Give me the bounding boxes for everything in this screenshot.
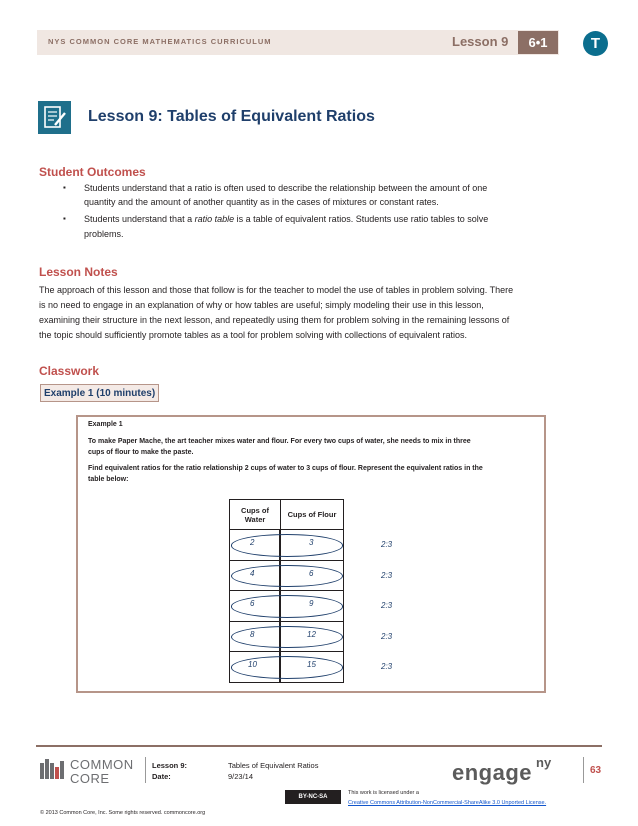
lesson-notes-heading: Lesson Notes bbox=[39, 265, 118, 279]
brand-line2: CORE bbox=[70, 771, 110, 786]
ratio-pair-oval bbox=[231, 534, 343, 557]
water-value: 10 bbox=[248, 660, 257, 669]
example-p2-line2: table below: bbox=[88, 476, 129, 483]
flour-value: 6 bbox=[309, 568, 314, 578]
lesson-notes-line: is no need to engage in an explanation of why or how tables are useful; simply modeling their use in this lesson, bbox=[39, 300, 484, 310]
flour-value: 12 bbox=[307, 629, 316, 639]
footer-lesson-value: Tables of Equivalent Ratios bbox=[228, 761, 319, 770]
outcome-2-line2: problems. bbox=[84, 229, 124, 239]
brand-line1: COMMON bbox=[70, 757, 134, 772]
license-link[interactable]: Creative Commons Attribution-NonCommercial-ShareAlike 3.0 Unported License. bbox=[348, 800, 547, 806]
footer-date-label: Date: bbox=[152, 772, 171, 781]
lesson-notes-line: examining their structure in the next lesson, and repeatedly using them for problem solving in the remaining lessons of bbox=[39, 315, 510, 325]
cc-license-badge: BY-NC-SA bbox=[285, 790, 341, 804]
teacher-badge: T bbox=[583, 31, 608, 56]
page-number: 63 bbox=[590, 765, 602, 776]
water-value: 6 bbox=[250, 599, 255, 608]
page-title: Lesson 9: Tables of Equivalent Ratios bbox=[88, 108, 375, 125]
table-header-water: Cups of Water bbox=[229, 499, 281, 530]
outcome-2-line1: Students understand that a ratio table is a table of equivalent ratios. Students use ratio tables to solve bbox=[84, 214, 489, 224]
ratio-pair-oval bbox=[231, 626, 343, 649]
outcome-1-line1: Students understand that a ratio is often used to describe the relationship between the amount of one bbox=[84, 183, 488, 193]
example-p1-line1: To make Paper Mache, the art teacher mixes water and flour. For every two cups of water, she needs to mix in three bbox=[88, 438, 471, 445]
water-value: 4 bbox=[250, 568, 255, 578]
footer-separator bbox=[583, 757, 584, 783]
lesson-notes-line: The approach of this lesson and those that follow is for the teacher to model the use of tables in problem solving. There bbox=[39, 285, 514, 295]
ratio-pair-oval bbox=[231, 595, 343, 618]
footer-date-value: 9/23/14 bbox=[228, 772, 254, 781]
engageny-logo: engage bbox=[452, 760, 533, 785]
flour-value: 3 bbox=[309, 538, 314, 547]
outcome-1-line2: quantity and the amount of another quantity as in the cases of mixtures or constant rates. bbox=[84, 197, 439, 207]
example-1-tab: Example 1 (10 minutes) bbox=[40, 384, 159, 402]
ratio-label: 2:3 bbox=[381, 631, 393, 641]
lesson-notes-line: the topic should sufficiently promote tables as a tool for problem solving with collections of equivalent ratios. bbox=[39, 330, 468, 340]
ratio-label: 2:3 bbox=[381, 540, 393, 549]
student-outcomes-heading: Student Outcomes bbox=[39, 165, 146, 179]
footer-divider bbox=[36, 745, 602, 747]
header-lesson: Lesson 9 bbox=[452, 34, 509, 49]
example-p1-line2: cups of flour to make the paste. bbox=[88, 449, 194, 456]
flour-value: 15 bbox=[307, 660, 316, 669]
example-p2-line1: Find equivalent ratios for the ratio relationship 2 cups of water to 3 cups of flour. Represent the equivalent ratios in the bbox=[88, 465, 483, 472]
bullet-marker: ▪ bbox=[63, 214, 66, 223]
engageny-logo-sup: ny bbox=[536, 755, 552, 770]
ratio-label: 2:3 bbox=[381, 570, 393, 580]
ratio-pair-oval bbox=[231, 565, 343, 588]
ratio-label: 2:3 bbox=[381, 662, 393, 671]
lesson-document-icon bbox=[38, 101, 71, 134]
common-core-logo-icon bbox=[40, 759, 66, 779]
copyright-text: © 2013 Common Core, Inc. Some rights reserved. commoncore.org bbox=[40, 810, 206, 816]
footer-separator bbox=[145, 757, 146, 783]
water-value: 8 bbox=[250, 629, 255, 639]
bullet-marker: ▪ bbox=[63, 183, 66, 192]
ratio-label: 2:3 bbox=[381, 601, 393, 610]
grade-module-badge: 6•1 bbox=[518, 31, 558, 54]
flour-value: 9 bbox=[309, 599, 314, 608]
curriculum-label: NYS COMMON CORE MATHEMATICS CURRICULUM bbox=[48, 37, 272, 46]
example-title: Example 1 bbox=[88, 421, 123, 428]
table-header-flour: Cups of Flour bbox=[280, 499, 344, 530]
classwork-heading: Classwork bbox=[39, 364, 100, 378]
water-value: 2 bbox=[250, 538, 255, 547]
footer-lesson-label: Lesson 9: bbox=[152, 761, 188, 770]
license-text: This work is licensed under a bbox=[348, 790, 419, 796]
